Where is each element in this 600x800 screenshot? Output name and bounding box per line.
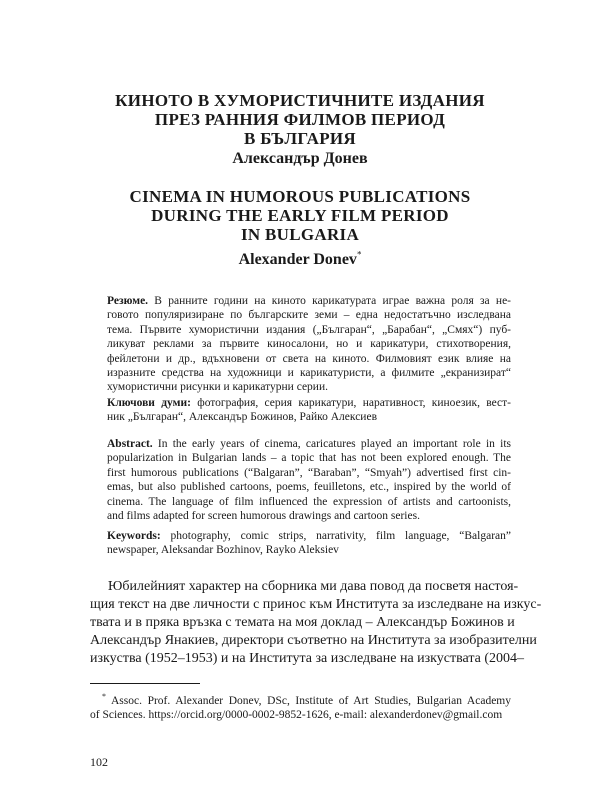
keywords-line: [107, 396, 511, 410]
bg-keywords-label: Ключови думи:: [107, 397, 191, 409]
abstract-text: В ранните години на киното карикатурата играе важна роля за не-: [148, 295, 511, 307]
abstract-line: and films adapted for screen humorous drawings and cartoon series.: [107, 509, 420, 522]
en-author-name: Alexander Donev: [238, 251, 357, 268]
en-title-line: CINEMA IN HUMOROUS PUBLICATIONS: [129, 187, 471, 206]
keywords-line: newspaper, Aleksandar Bozhinov, Rayko Aleksiev: [107, 544, 339, 557]
en-author-block: [0, 251, 600, 269]
abstract-text: In the early years of cinema, caricatures played an important role in its: [152, 438, 511, 450]
bg-keywords: [107, 396, 511, 425]
en-abstract-label: Abstract.: [107, 438, 153, 450]
en-title: [0, 187, 600, 244]
keywords-line: [107, 529, 511, 543]
body-paragraph: [90, 578, 542, 668]
footnote-divider: [90, 683, 200, 684]
abstract-line: first humorous publications (“Balgaran”, “Baraban”, “Smyah”) advertised first cin-: [107, 466, 511, 479]
footnote-text: Assoc. Prof. Alexander Donev, DSc, Institute of Art Studies, Bulgarian Academy: [106, 695, 511, 707]
body-line: изкуства (1952–1953) и на Института за изследване на изкуствата (2004–: [90, 651, 525, 666]
abstract-line: говото популяризиране по българските земи – една недостатъчно изследвана: [107, 309, 511, 322]
bg-title: [0, 91, 600, 148]
footnote-line: of Sciences. https://orcid.org/0000-0002-9852-1626, e-mail: alexanderdonev@gmail.com: [90, 709, 503, 722]
en-keywords-label: Keywords:: [107, 530, 161, 542]
abstract-line: тема. Първите хумористични издания („Българан“, „Барабан“, „Смях“) пуб-: [107, 323, 511, 336]
bg-abstract: [107, 294, 511, 395]
en-abstract: [107, 437, 511, 523]
abstract-line: [107, 294, 511, 308]
abstract-line: popularization in Bulgarian lands – a topic that has not been explored enough. The: [107, 452, 511, 465]
abstract-line: emas, but also published cartoons, poems, feuilletons, etc., inspired by the world of: [107, 481, 511, 494]
bg-author-name: Александър Донев: [232, 150, 368, 167]
abstract-line: хумористични рисунки и карикатурни серии.: [107, 381, 328, 394]
footnote-line: [90, 694, 511, 708]
body-line: щия текст на две личности с принос към Института за изследване на изкус-: [90, 597, 542, 612]
keywords-line: ник „Българан“, Александър Божинов, Райко Алексиев: [107, 411, 377, 424]
bg-title-line: В БЪЛГАРИЯ: [244, 129, 356, 148]
body-line: Александър Янакиев, директори съответно на Института за изобразителни: [90, 633, 537, 648]
bg-abstract-label: Резюме.: [107, 295, 149, 307]
body-line: Юбилейният характер на сборника ми дава повод да посветя настоя-: [108, 579, 519, 594]
en-author-line: [0, 251, 600, 269]
abstract-line: cinema. The language of film influenced the expression of artists and cartoonists,: [107, 495, 511, 508]
en-title-line: DURING THE EARLY FILM PERIOD: [151, 206, 449, 225]
bg-title-line: КИНОТО В ХУМОРИСТИЧНИТЕ ИЗДАНИЯ: [115, 91, 485, 110]
keywords-text: photography, comic strips, narrativity, film language, “Balgaran”: [160, 530, 511, 542]
abstract-line: [107, 437, 511, 451]
en-keywords: [107, 529, 511, 558]
footnote-marker: *: [356, 249, 362, 260]
abstract-line: фейлетони и др., вдъхновени от света на киното. Филмовият език влияе на: [107, 352, 511, 365]
en-title-line: IN BULGARIA: [240, 225, 360, 244]
footnote-mark: *: [102, 692, 106, 702]
footnote: [90, 694, 511, 723]
page-number: 102: [90, 755, 108, 769]
body-line: твата и в пряка връзка с темата на моя доклад – Александър Божинов и: [90, 615, 515, 630]
bg-title-line: ПРЕЗ РАННИЯ ФИЛМОВ ПЕРИОД: [154, 110, 446, 129]
abstract-line: ликуват реклами за първите киносалони, но и карикатури, стихотворения,: [107, 338, 511, 351]
keywords-text: фотография, серия карикатури, наративност, киноезик, вест-: [190, 397, 511, 409]
bg-author-block: [0, 150, 600, 168]
abstract-line: изразните средства на художници и карикатуристи, а филмите „екранизират“: [107, 366, 511, 379]
